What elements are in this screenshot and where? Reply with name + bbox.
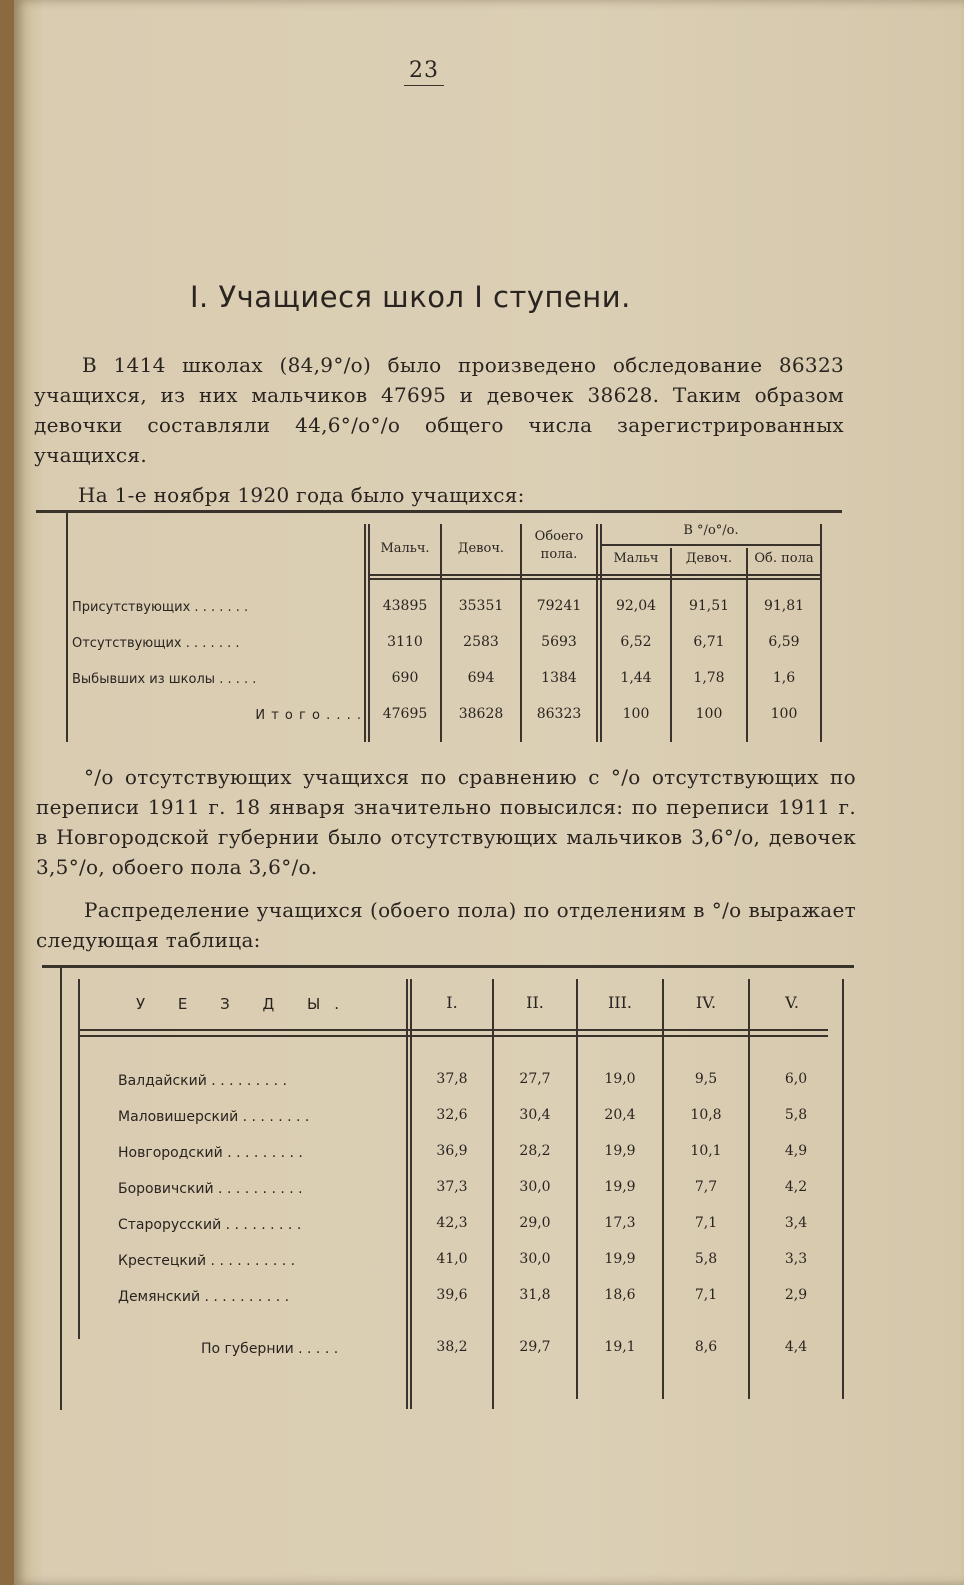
- table-cell: 35351: [458, 598, 504, 614]
- paragraph-survey-text: В 1414 школах (84,9°/о) было произведено обследование 86323 учащихся, из них мальчиков 47695 и девочек 38628. Таким образом девочки составляли 44,6°/о°/о общего числа зарегистрированных учащихся.: [34, 353, 844, 467]
- table-cell: 694: [467, 670, 495, 686]
- row-label: Крестецкий . . . . . . . . . .: [118, 1253, 296, 1269]
- table-cell: 20,4: [604, 1107, 636, 1123]
- table-cell: 100: [770, 706, 798, 722]
- table-cell: 37,8: [436, 1071, 468, 1087]
- row-label: Маловишерский . . . . . . . .: [118, 1109, 310, 1125]
- attendance-table: [52, 510, 842, 742]
- table-cell: 4,2: [784, 1179, 808, 1195]
- table-cell: 17,3: [604, 1215, 636, 1231]
- table-cell: 30,0: [519, 1179, 551, 1195]
- table-cell: 28,2: [519, 1143, 551, 1159]
- table-cell: 29,7: [519, 1339, 551, 1355]
- grades-table: [56, 965, 856, 1415]
- table-cell: 4,9: [784, 1143, 808, 1159]
- table-cell: 91,51: [688, 598, 730, 614]
- table-cell: 37,3: [436, 1179, 468, 1195]
- table-cell: 91,81: [763, 598, 805, 614]
- table-cell: 6,59: [768, 634, 800, 650]
- table-cell: 1,78: [693, 670, 725, 686]
- page-number: 23: [404, 58, 444, 86]
- header-grade-2: II.: [526, 993, 544, 1012]
- table-cell: 32,6: [436, 1107, 468, 1123]
- header-grade-3: III.: [607, 993, 633, 1012]
- header-pct-boys: Мальч: [613, 551, 659, 566]
- paragraph-table2-intro-text: Распределение учащихся (обоего пола) по отделениям в °/о выражает следующая таблица:: [36, 898, 856, 952]
- table-cell: 19,0: [604, 1071, 636, 1087]
- document-page: [14, 0, 964, 1585]
- header-grade-4: IV.: [695, 993, 717, 1012]
- paragraph-table1-intro: [78, 480, 818, 510]
- table-cell: 31,8: [519, 1287, 551, 1303]
- table-cell: 6,52: [620, 634, 652, 650]
- table-cell: 27,7: [519, 1071, 551, 1087]
- table-cell: 3,3: [784, 1251, 808, 1267]
- table-cell: 42,3: [436, 1215, 468, 1231]
- table-cell: 86323: [536, 706, 582, 722]
- table-cell: 29,0: [519, 1215, 551, 1231]
- table-cell: 30,4: [519, 1107, 551, 1123]
- table-cell: 1,44: [620, 670, 652, 686]
- paragraph-table2-intro: [36, 895, 856, 955]
- table-cell: 8,6: [694, 1339, 718, 1355]
- table-cell: 3110: [387, 634, 423, 650]
- table-cell: 9,5: [694, 1071, 718, 1087]
- row-label: Отсутствующих . . . . . . .: [72, 636, 240, 651]
- header-pct-both: Об. пола: [754, 551, 814, 566]
- table-cell: 5693: [541, 634, 577, 650]
- row-label-total: По губернии . . . . .: [201, 1341, 339, 1357]
- table-cell: 3,4: [784, 1215, 808, 1231]
- table-cell: 36,9: [436, 1143, 468, 1159]
- table-cell: 10,1: [690, 1143, 722, 1159]
- table-cell: 38628: [458, 706, 504, 722]
- row-label: Выбывших из школы . . . . .: [72, 672, 257, 687]
- table-cell: 19,9: [604, 1251, 636, 1267]
- table-cell: 19,9: [604, 1179, 636, 1195]
- table-cell: 7,1: [694, 1215, 718, 1231]
- table-cell: 5,8: [784, 1107, 808, 1123]
- row-label: Демянский . . . . . . . . . .: [118, 1289, 290, 1305]
- row-label: Присутствующих . . . . . . .: [72, 600, 249, 615]
- table-cell: 1,6: [772, 670, 796, 686]
- header-pct-girls: Девоч.: [685, 551, 733, 566]
- table-cell: 38,2: [436, 1339, 468, 1355]
- paragraph-absence-comparison-text: °/о отсутствующих учащихся по сравнению с °/о отсутствующих по переписи 1911 г. 18 января значительно повысился: по переписи 1911 г. в Новгородской губернии было отсутствующих мальчиков 3,6°/о, девочек 3,5°/о, обоего пола 3,6°/о.: [36, 765, 856, 879]
- table-cell: 100: [695, 706, 723, 722]
- table-cell: 47695: [382, 706, 428, 722]
- paragraph-table1-intro-text: На 1-е ноября 1920 года было учащихся:: [78, 483, 525, 507]
- table-cell: 19,9: [604, 1143, 636, 1159]
- header-grade-1: I.: [446, 993, 458, 1012]
- table-cell: 43895: [382, 598, 428, 614]
- header-both: Обоего пола.: [534, 529, 584, 562]
- table-cell: 6,0: [784, 1071, 808, 1087]
- table-cell: 92,04: [615, 598, 657, 614]
- table-cell: 1384: [541, 670, 577, 686]
- table-cell: 690: [391, 670, 419, 686]
- header-boys: Мальч.: [380, 541, 430, 556]
- table-cell: 18,6: [604, 1287, 636, 1303]
- table-cell: 7,7: [694, 1179, 718, 1195]
- table-cell: 6,71: [693, 634, 725, 650]
- table-cell: 10,8: [690, 1107, 722, 1123]
- row-label: Валдайский . . . . . . . . .: [118, 1073, 287, 1089]
- paragraph-survey: [34, 350, 844, 470]
- table-cell: 30,0: [519, 1251, 551, 1267]
- table-cell: 19,1: [604, 1339, 636, 1355]
- table-cell: 100: [622, 706, 650, 722]
- table-cell: 2,9: [784, 1287, 808, 1303]
- header-girls: Девоч.: [457, 541, 505, 556]
- table-cell: 2583: [463, 634, 499, 650]
- row-label-total: И т о г о . . . .: [255, 708, 362, 723]
- row-label: Новгородский . . . . . . . . .: [118, 1145, 303, 1161]
- table-cell: 41,0: [436, 1251, 468, 1267]
- table-cell: 79241: [536, 598, 582, 614]
- section-title: I. Учащиеся школ I ступени.: [190, 280, 631, 314]
- table-cell: 39,6: [436, 1287, 468, 1303]
- header-pct-group: В °/о°/о.: [683, 523, 739, 538]
- row-label: Старорусский . . . . . . . . .: [118, 1217, 302, 1233]
- row-label: Боровичский . . . . . . . . . .: [118, 1181, 303, 1197]
- header-districts: У Е З Д Ы.: [136, 995, 354, 1013]
- table-cell: 7,1: [694, 1287, 718, 1303]
- table-cell: 4,4: [784, 1339, 808, 1355]
- table-cell: 5,8: [694, 1251, 718, 1267]
- paragraph-absence-comparison: [36, 762, 856, 882]
- header-grade-5: V.: [785, 993, 799, 1012]
